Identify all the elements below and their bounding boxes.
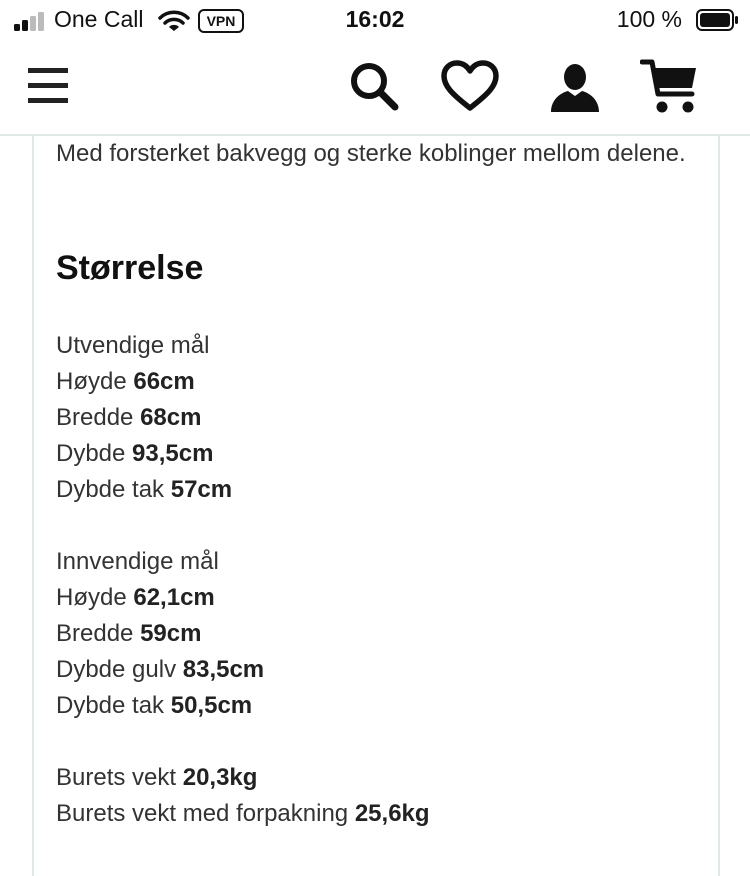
spec-row: Dybde gulv 83,5cm bbox=[56, 656, 265, 683]
status-bar bbox=[0, 0, 750, 42]
inner-dimensions bbox=[56, 544, 264, 724]
section-title: Størrelse bbox=[56, 249, 204, 287]
inner-heading: Innvendige mål bbox=[56, 548, 219, 575]
user-icon[interactable] bbox=[548, 60, 602, 119]
carrier-name: One Call bbox=[54, 6, 144, 32]
vpn-badge: VPN bbox=[198, 9, 244, 33]
search-icon[interactable] bbox=[348, 60, 400, 117]
weight-info bbox=[56, 760, 430, 832]
spec-row: Høyde 66cm bbox=[56, 368, 195, 395]
spec-row: Høyde 62,1cm bbox=[56, 584, 215, 611]
battery-icon bbox=[696, 9, 738, 29]
spec-row: Bredde 68cm bbox=[56, 404, 202, 431]
outer-dimensions bbox=[56, 328, 232, 508]
battery-percent: 100 % bbox=[616, 6, 682, 32]
product-description bbox=[32, 136, 720, 876]
spec-row: Burets vekt med forpakning 25,6kg bbox=[56, 800, 430, 827]
description-text: Med forsterket bakvegg og sterke koblinger mellom delene. bbox=[56, 140, 686, 167]
spec-row: Dybde tak 57cm bbox=[56, 476, 233, 503]
spec-row: Burets vekt 20,3kg bbox=[56, 764, 258, 791]
app-header bbox=[0, 42, 750, 136]
spec-row: Bredde 59cm bbox=[56, 620, 202, 647]
heart-icon[interactable] bbox=[440, 60, 500, 117]
cart-icon[interactable] bbox=[640, 58, 700, 121]
menu-icon[interactable] bbox=[28, 68, 68, 104]
spec-row: Dybde 93,5cm bbox=[56, 440, 214, 467]
outer-heading: Utvendige mål bbox=[56, 332, 210, 359]
spec-row: Dybde tak 50,5cm bbox=[56, 692, 253, 719]
status-time: 16:02 bbox=[345, 6, 405, 32]
